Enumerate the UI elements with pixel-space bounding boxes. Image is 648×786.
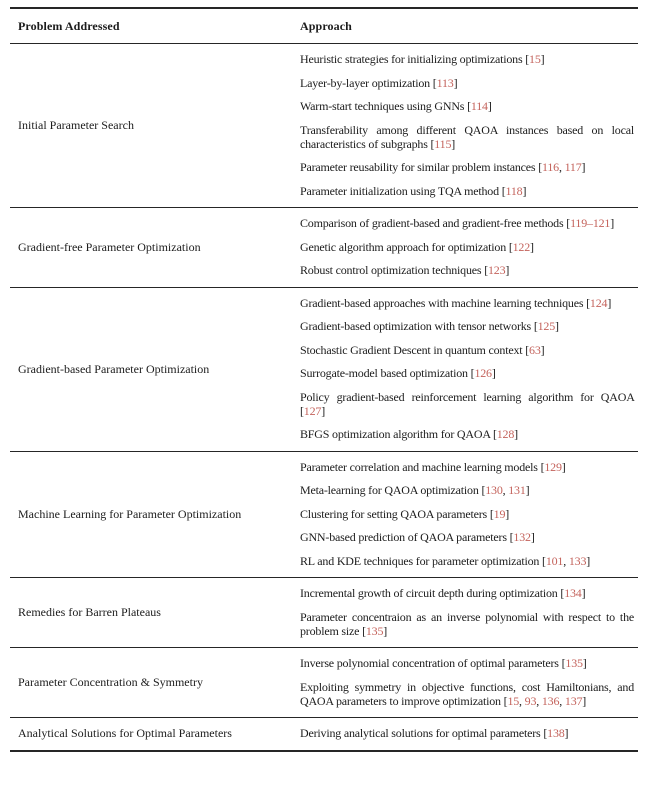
citation-ref[interactable]: 114: [470, 99, 488, 113]
approach-text: Meta-learning for QAOA optimization: [300, 483, 479, 497]
approach-item: [300, 319, 634, 333]
approach-text: Clustering for setting QAOA parameters: [300, 506, 488, 521]
citation-group: [101, 133]: [542, 553, 591, 568]
citation-group: [113]: [432, 75, 458, 90]
table-section-row: [10, 288, 638, 452]
citation-ref[interactable]: 119–121: [570, 216, 611, 230]
table-header-row: [10, 9, 638, 44]
citation-group: [126]: [470, 366, 496, 380]
approach-item: [300, 427, 634, 441]
approach-text: Comparison of gradient-based and gradient-free methods: [300, 216, 564, 230]
approach-text: Stochastic Gradient Descent in quantum context: [300, 342, 523, 357]
approach-text: Parameter correlation and machine learning models: [300, 459, 538, 474]
approach-text: Inverse polynomial concentration of optimal parameters: [300, 656, 559, 670]
problem-addressed-cell: Gradient-free Parameter Optimization: [18, 239, 201, 254]
citation-ref[interactable]: 135: [365, 623, 384, 638]
citation-ref[interactable]: 128: [496, 427, 515, 441]
citation-ref[interactable]: 138: [547, 726, 565, 740]
approach-text: Deriving analytical solutions for optimal parameters: [300, 726, 541, 740]
approach-text: Heuristic strategies for initializing optimizations: [300, 52, 523, 66]
approach-text: Warm-start techniques using GNNs: [300, 99, 465, 113]
citation-group: [119–121]: [566, 216, 615, 230]
citation-ref[interactable]: 115: [434, 136, 452, 151]
approach-item: [300, 296, 634, 310]
table-section-row: [10, 208, 638, 288]
citation-ref[interactable]: 124: [589, 295, 608, 310]
citation-group: [118]: [501, 183, 527, 198]
citation-group: [19]: [489, 506, 510, 521]
citation-ref[interactable]: 126: [474, 366, 492, 380]
approach-item: [300, 343, 634, 357]
approach-cell: [300, 288, 634, 451]
approach-item: [300, 76, 634, 90]
approach-text: BFGS optimization algorithm for QAOA: [300, 427, 491, 441]
approach-text: Policy gradient-based reinforcement learning algorithm for QAOA: [300, 389, 634, 404]
approach-item: [300, 554, 634, 568]
approach-text: Surrogate-model based optimization: [300, 366, 468, 380]
problem-addressed-cell: Initial Parameter Search: [18, 118, 134, 132]
citation-ref[interactable]: 134: [564, 586, 582, 600]
citation-ref[interactable]: 117: [564, 160, 582, 174]
approach-text: Exploiting symmetry in objective functions, cost Hamiltonians, and QAOA parameters to improve optimization: [300, 679, 634, 708]
approach-text: Layer-by-layer optimization: [300, 75, 430, 90]
citation-group: [135]: [561, 656, 587, 670]
column-header-problem-addressed: Problem Addressed: [18, 19, 120, 33]
citation-group: [127]: [300, 403, 325, 418]
citation-group: [15]: [525, 52, 545, 66]
approach-item: [300, 52, 634, 66]
citation-group: [138]: [543, 726, 569, 740]
approach-item: [300, 530, 634, 544]
approach-item: [300, 366, 634, 380]
approach-cell: [300, 718, 634, 750]
problem-addressed-cell: Analytical Solutions for Optimal Parameters: [18, 726, 232, 741]
approach-item: [300, 99, 634, 113]
approach-text: Gradient-based optimization with tensor networks: [300, 319, 532, 333]
table-section-row: [10, 578, 638, 648]
citation-ref[interactable]: 19: [493, 506, 506, 521]
approach-item: [300, 390, 634, 418]
citation-ref[interactable]: 133: [568, 553, 587, 568]
citation-ref[interactable]: 125: [537, 319, 556, 333]
approach-text: GNN-based prediction of QAOA parameters: [300, 530, 507, 544]
approach-cell: [300, 452, 634, 578]
citation-ref[interactable]: 118: [505, 183, 523, 198]
table-section-row: [10, 452, 638, 579]
approach-cell: [300, 648, 634, 717]
citation-ref[interactable]: 136: [541, 693, 560, 708]
citation-group: [129]: [540, 459, 566, 474]
approach-item: [300, 726, 634, 740]
citation-ref[interactable]: 130: [485, 483, 503, 497]
citation-ref[interactable]: 123: [487, 263, 506, 277]
citation-ref[interactable]: 93: [524, 693, 537, 708]
citation-group: [135]: [362, 623, 388, 638]
problem-addressed-cell: Parameter Concentration & Symmetry: [18, 675, 203, 689]
citation-ref[interactable]: 63: [529, 342, 541, 357]
table-section-row: [10, 718, 638, 750]
citation-ref[interactable]: 129: [544, 459, 562, 474]
approach-item: [300, 656, 634, 670]
citation-group: [128]: [492, 427, 518, 441]
citation-ref[interactable]: 137: [564, 693, 583, 708]
citation-ref[interactable]: 132: [513, 530, 531, 544]
table-body: [10, 44, 638, 750]
citation-ref[interactable]: 116: [542, 160, 559, 174]
citation-group: [114]: [467, 99, 492, 113]
problem-addressed-cell: Machine Learning for Parameter Optimization: [18, 506, 242, 521]
approach-item: [300, 680, 634, 708]
citation-ref[interactable]: 15: [507, 693, 520, 708]
approach-item: [300, 263, 634, 277]
citation-ref[interactable]: 127: [303, 403, 322, 418]
citation-group: [115]: [430, 136, 456, 151]
citation-group: [134]: [560, 586, 586, 600]
approach-item: [300, 586, 634, 600]
citation-ref[interactable]: 113: [436, 75, 454, 90]
approach-text: Genetic algorithm approach for optimization: [300, 239, 506, 254]
approach-item: [300, 160, 634, 174]
problem-addressed-cell: Gradient-based Parameter Optimization: [18, 361, 210, 376]
table-section-row: [10, 648, 638, 718]
citation-group: [116, 117]: [538, 160, 586, 174]
citation-ref[interactable]: 135: [565, 656, 583, 670]
table-section-row: [10, 44, 638, 208]
approach-text: Parameter reusability for similar problem instances: [300, 160, 536, 174]
approach-cell: [300, 44, 634, 207]
approach-text: Parameter initialization using TQA method: [300, 183, 499, 198]
approach-item: [300, 240, 634, 254]
citation-group: [130, 131]: [481, 483, 530, 497]
approach-item: [300, 123, 634, 151]
approach-item: [300, 483, 634, 497]
approach-item: [300, 610, 634, 638]
citation-group: [124]: [586, 295, 612, 310]
column-header-approach: Approach: [300, 19, 352, 33]
approach-item: [300, 460, 634, 474]
approach-text: Robust control optimization techniques: [300, 263, 482, 277]
approach-text: Transferability among different QAOA instances based on local characteristics of subgraphs: [300, 122, 634, 151]
citation-group: [125]: [533, 319, 559, 333]
approach-text: Gradient-based approaches with machine learning techniques: [300, 295, 584, 310]
approach-item: [300, 507, 634, 521]
approach-text: RL and KDE techniques for parameter optimization: [300, 553, 540, 568]
approach-cell: [300, 208, 634, 287]
citation-ref[interactable]: 131: [508, 483, 526, 497]
citation-group: [15, 93, 136, 137]: [503, 693, 587, 708]
citation-group: [132]: [509, 530, 535, 544]
citation-ref[interactable]: 101: [545, 553, 564, 568]
citation-group: [122]: [508, 239, 534, 254]
citation-group: [63]: [525, 342, 545, 357]
approach-text: Incremental growth of circuit depth during optimization: [300, 586, 558, 600]
citation-ref[interactable]: 15: [529, 52, 541, 66]
citation-group: [123]: [484, 263, 510, 277]
literature-review-table: [10, 7, 638, 752]
approach-text: Parameter concentraion as an inverse polynomial with respect to the problem size: [300, 609, 634, 638]
problem-addressed-cell: Remedies for Barren Plateaus: [18, 605, 161, 619]
citation-ref[interactable]: 122: [512, 239, 531, 254]
approach-item: [300, 216, 634, 230]
approach-cell: [300, 578, 634, 647]
approach-item: [300, 184, 634, 198]
